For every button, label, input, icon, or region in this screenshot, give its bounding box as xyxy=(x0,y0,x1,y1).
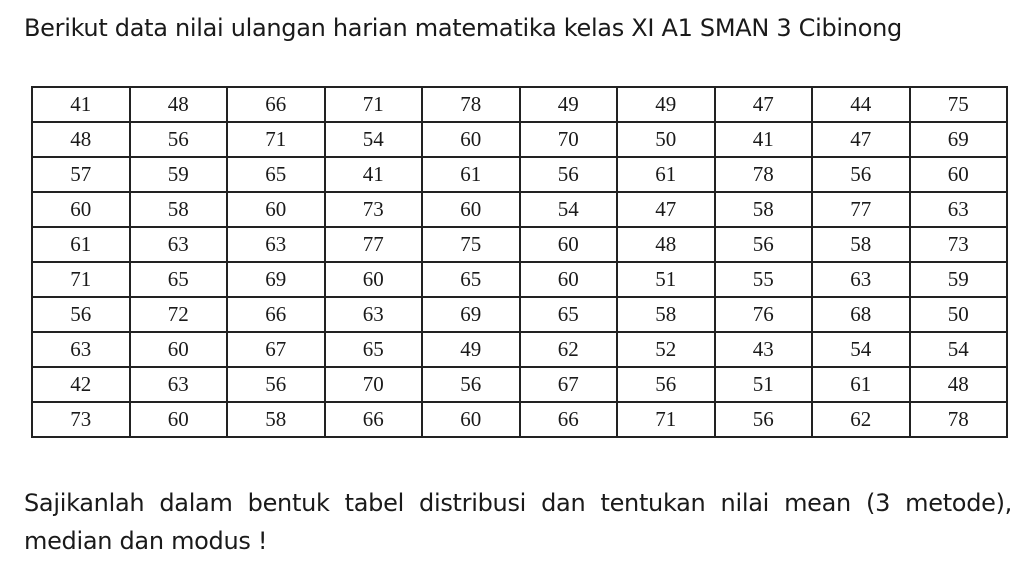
table-cell: 47 xyxy=(617,192,715,227)
table-cell: 50 xyxy=(910,297,1008,332)
table-cell: 56 xyxy=(812,157,910,192)
table-cell: 51 xyxy=(617,262,715,297)
table-cell: 65 xyxy=(130,262,228,297)
table-cell: 47 xyxy=(812,122,910,157)
table-cell: 60 xyxy=(520,227,618,262)
table-cell: 73 xyxy=(32,402,130,437)
table-cell: 67 xyxy=(520,367,618,402)
table-row xyxy=(32,227,1007,262)
table-cell: 65 xyxy=(520,297,618,332)
table-cell: 61 xyxy=(617,157,715,192)
table-cell: 61 xyxy=(422,157,520,192)
table-cell: 72 xyxy=(130,297,228,332)
table-cell: 49 xyxy=(520,87,618,122)
table-cell: 43 xyxy=(715,332,813,367)
table-row xyxy=(32,87,1007,122)
table-cell: 66 xyxy=(227,87,325,122)
table-cell: 59 xyxy=(130,157,228,192)
table-cell: 48 xyxy=(910,367,1008,402)
table-cell: 70 xyxy=(325,367,423,402)
table-cell: 69 xyxy=(910,122,1008,157)
table-cell: 54 xyxy=(520,192,618,227)
table-cell: 65 xyxy=(227,157,325,192)
table-cell: 69 xyxy=(227,262,325,297)
score-table-body xyxy=(32,87,1007,437)
table-cell: 77 xyxy=(812,192,910,227)
table-cell: 61 xyxy=(32,227,130,262)
table-cell: 71 xyxy=(227,122,325,157)
table-cell: 52 xyxy=(617,332,715,367)
table-cell: 63 xyxy=(130,367,228,402)
table-cell: 77 xyxy=(325,227,423,262)
table-cell: 62 xyxy=(812,402,910,437)
table-cell: 48 xyxy=(130,87,228,122)
table-cell: 68 xyxy=(812,297,910,332)
table-row xyxy=(32,122,1007,157)
table-cell: 60 xyxy=(422,402,520,437)
table-cell: 56 xyxy=(617,367,715,402)
score-table xyxy=(31,86,1008,438)
table-cell: 65 xyxy=(325,332,423,367)
table-cell: 60 xyxy=(227,192,325,227)
table-row xyxy=(32,262,1007,297)
table-cell: 60 xyxy=(32,192,130,227)
table-cell: 41 xyxy=(715,122,813,157)
table-cell: 78 xyxy=(715,157,813,192)
table-cell: 61 xyxy=(812,367,910,402)
table-cell: 62 xyxy=(520,332,618,367)
table-cell: 56 xyxy=(715,227,813,262)
table-cell: 78 xyxy=(910,402,1008,437)
table-cell: 60 xyxy=(422,192,520,227)
table-cell: 63 xyxy=(910,192,1008,227)
table-cell: 66 xyxy=(227,297,325,332)
table-row xyxy=(32,157,1007,192)
table-cell: 70 xyxy=(520,122,618,157)
table-cell: 63 xyxy=(227,227,325,262)
table-cell: 60 xyxy=(520,262,618,297)
table-cell: 56 xyxy=(32,297,130,332)
table-cell: 73 xyxy=(325,192,423,227)
table-cell: 56 xyxy=(227,367,325,402)
table-cell: 60 xyxy=(130,402,228,437)
table-cell: 71 xyxy=(617,402,715,437)
table-cell: 58 xyxy=(617,297,715,332)
table-cell: 58 xyxy=(227,402,325,437)
table-cell: 71 xyxy=(325,87,423,122)
table-cell: 63 xyxy=(812,262,910,297)
table-row xyxy=(32,192,1007,227)
table-cell: 51 xyxy=(715,367,813,402)
table-cell: 75 xyxy=(910,87,1008,122)
table-cell: 54 xyxy=(910,332,1008,367)
table-cell: 59 xyxy=(910,262,1008,297)
table-cell: 63 xyxy=(325,297,423,332)
table-cell: 42 xyxy=(32,367,130,402)
table-cell: 60 xyxy=(910,157,1008,192)
table-cell: 66 xyxy=(520,402,618,437)
table-cell: 71 xyxy=(32,262,130,297)
table-cell: 67 xyxy=(227,332,325,367)
table-cell: 56 xyxy=(130,122,228,157)
table-cell: 41 xyxy=(32,87,130,122)
instruction-text: Sajikanlah dalam bentuk tabel distribusi dan tentukan nilai mean (3 metode), median dan modus ! xyxy=(24,489,1012,555)
table-cell: 75 xyxy=(422,227,520,262)
table-cell: 66 xyxy=(325,402,423,437)
table-cell: 73 xyxy=(910,227,1008,262)
table-cell: 54 xyxy=(325,122,423,157)
table-cell: 56 xyxy=(520,157,618,192)
table-cell: 55 xyxy=(715,262,813,297)
table-row xyxy=(32,297,1007,332)
table-cell: 58 xyxy=(130,192,228,227)
table-cell: 49 xyxy=(617,87,715,122)
table-cell: 63 xyxy=(32,332,130,367)
table-cell: 57 xyxy=(32,157,130,192)
table-cell: 60 xyxy=(130,332,228,367)
page-title: Berikut data nilai ulangan harian matematika kelas XI A1 SMAN 3 Cibinong xyxy=(24,14,902,42)
table-cell: 50 xyxy=(617,122,715,157)
table-row xyxy=(32,332,1007,367)
table-row xyxy=(32,367,1007,402)
table-cell: 56 xyxy=(422,367,520,402)
table-cell: 48 xyxy=(617,227,715,262)
table-cell: 78 xyxy=(422,87,520,122)
table-cell: 58 xyxy=(715,192,813,227)
table-cell: 41 xyxy=(325,157,423,192)
table-cell: 63 xyxy=(130,227,228,262)
table-cell: 60 xyxy=(422,122,520,157)
table-cell: 60 xyxy=(325,262,423,297)
table-cell: 69 xyxy=(422,297,520,332)
table-cell: 47 xyxy=(715,87,813,122)
table-row xyxy=(32,402,1007,437)
table-cell: 56 xyxy=(715,402,813,437)
table-cell: 54 xyxy=(812,332,910,367)
table-cell: 49 xyxy=(422,332,520,367)
table-cell: 48 xyxy=(32,122,130,157)
table-cell: 58 xyxy=(812,227,910,262)
table-cell: 44 xyxy=(812,87,910,122)
table-cell: 65 xyxy=(422,262,520,297)
table-cell: 76 xyxy=(715,297,813,332)
